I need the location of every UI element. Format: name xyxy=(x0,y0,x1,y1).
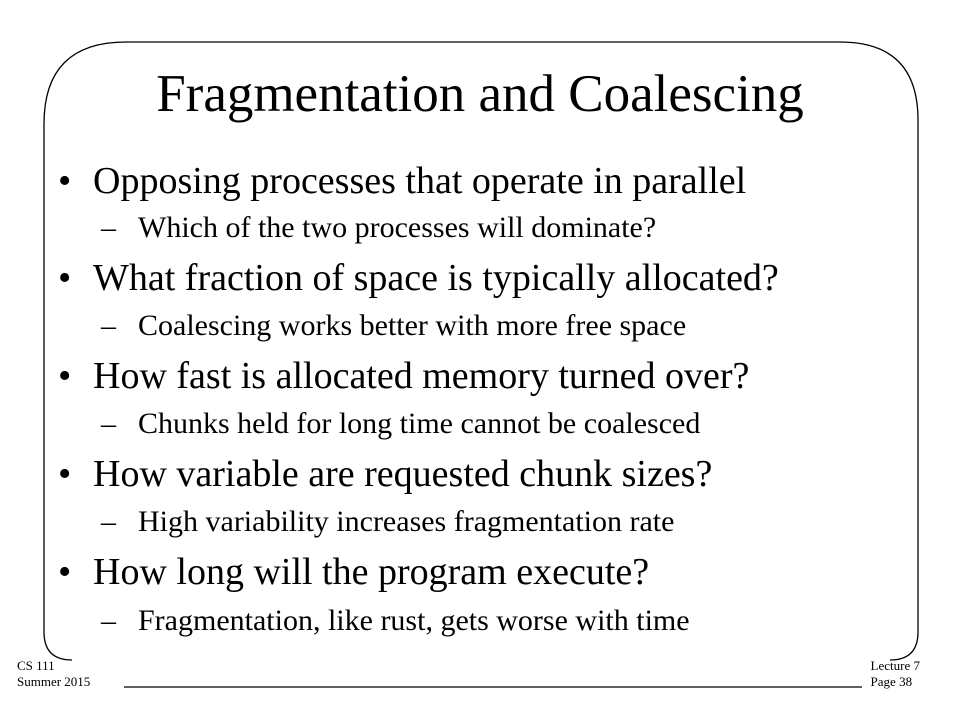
bullet-item xyxy=(58,550,649,594)
dash-icon: – xyxy=(101,407,116,440)
dash-icon: – xyxy=(101,604,116,637)
sub-bullet-text: Which of the two processes will dominate? xyxy=(138,211,657,244)
bullet-dot-icon: • xyxy=(58,551,72,593)
sub-bullet-item xyxy=(101,504,674,540)
bullet-dot-icon: • xyxy=(58,160,72,202)
footer-page-number: Page 38 xyxy=(870,674,913,689)
sub-bullet-item xyxy=(101,308,686,344)
bullet-text: Opposing processes that operate in parallel xyxy=(93,160,747,202)
bullet-text: What fraction of space is typically allocated? xyxy=(93,257,779,299)
sub-bullet-text: Fragmentation, like rust, gets worse with time xyxy=(138,604,690,637)
bullet-dot-icon: • xyxy=(58,355,72,397)
bullet-text: How long will the program execute? xyxy=(93,551,650,593)
footer-page-info xyxy=(871,658,920,690)
bullet-item xyxy=(58,256,779,300)
sub-bullet-item xyxy=(101,210,656,246)
bullet-text: How fast is allocated memory turned over? xyxy=(93,355,750,397)
bullet-item xyxy=(58,159,746,203)
sub-bullet-text: Chunks held for long time cannot be coalesced xyxy=(138,407,701,440)
slide-title: Fragmentation and Coalescing xyxy=(156,65,804,123)
sub-bullet-text: High variability increases fragmentation rate xyxy=(138,505,675,538)
dash-icon: – xyxy=(101,211,116,244)
dash-icon: – xyxy=(101,309,116,342)
bullet-text: How variable are requested chunk sizes? xyxy=(93,453,713,495)
sub-bullet-text: Coalescing works better with more free space xyxy=(138,309,687,342)
footer-term: Summer 2015 xyxy=(17,674,91,689)
bullet-dot-icon: • xyxy=(58,257,72,299)
bullet-dot-icon: • xyxy=(58,453,72,495)
sub-bullet-item xyxy=(101,406,700,442)
bullet-item xyxy=(58,354,749,398)
bullet-item xyxy=(58,452,712,496)
footer-course xyxy=(17,658,90,690)
footer-lecture: Lecture 7 xyxy=(870,658,920,673)
sub-bullet-item xyxy=(101,603,690,639)
dash-icon: – xyxy=(101,505,116,538)
footer-course-name: CS 111 xyxy=(17,658,55,673)
